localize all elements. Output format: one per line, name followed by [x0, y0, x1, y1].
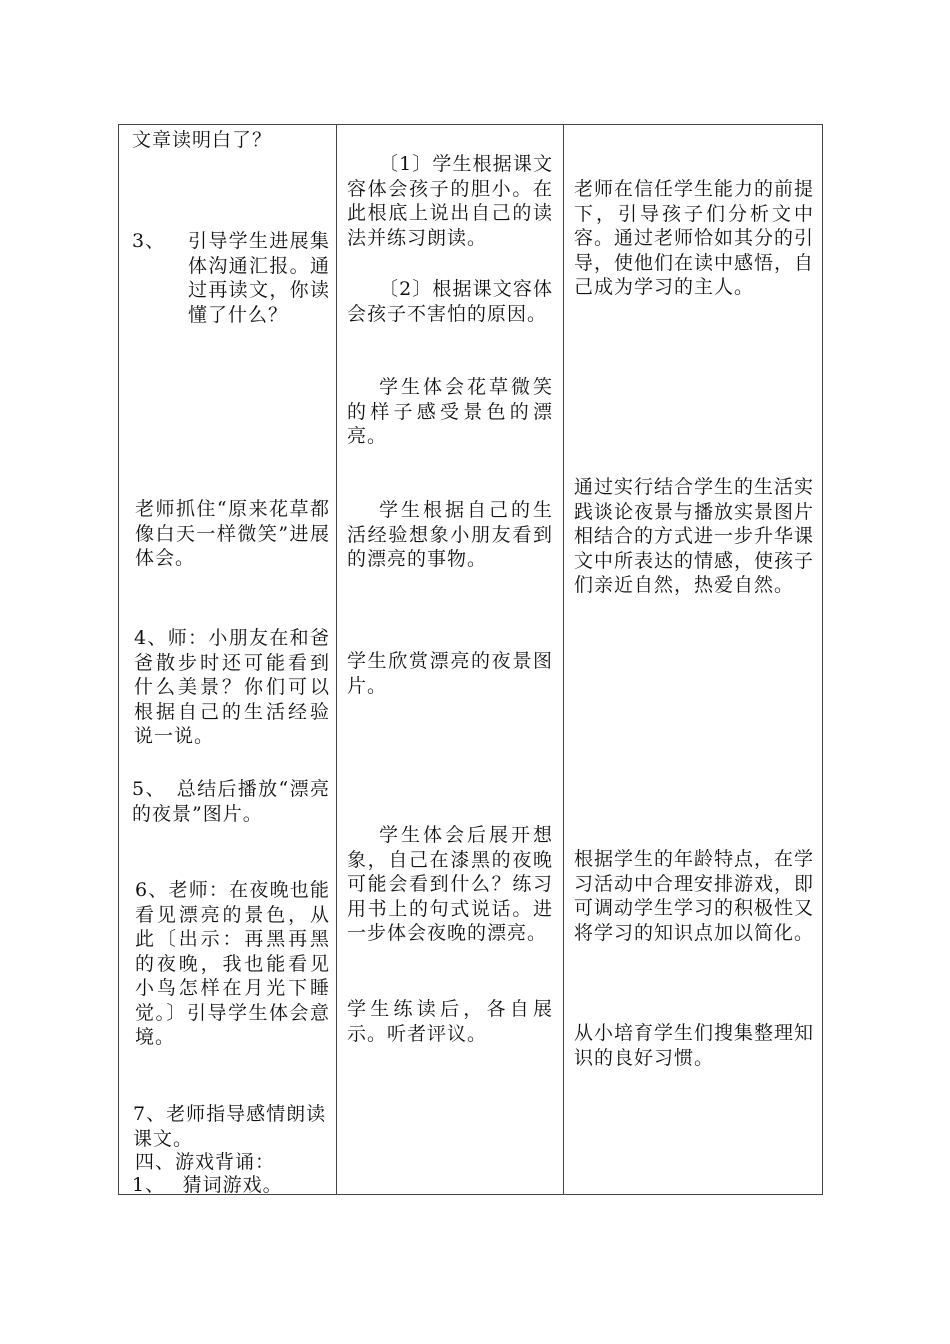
col2-text: 学生根据自己的生活经验想象小朋友看到的漂亮的事物。: [347, 499, 553, 570]
col2-text: 学生练读后，各自展示。听者评议。: [347, 998, 553, 1045]
lesson-plan-table: [118, 124, 823, 1195]
col2-text: 学生欣赏漂亮的夜景图片。: [347, 650, 553, 697]
col1-text: 1、 猜词游戏。: [132, 1174, 283, 1196]
col3-text: 根据学生的年龄特点，在学习活动中合理安排游戏，即可调动学生学习的积极性又将学习的知识点加以简化。: [574, 848, 815, 944]
col1-text: 四、游戏背诵：: [135, 1151, 276, 1173]
col2-text: 〔2〕根据课文容体会孩子不害怕的原因。: [347, 278, 553, 325]
col3-text: 从小培育学生们搜集整理知识的良好习惯。: [574, 1022, 815, 1069]
col3-text: 通过实行结合学生的生活实践谈论夜景与播放实景图片相结合的方式进一步升华课文中所表达的情感，使孩子们亲近自然，热爱自然。: [574, 476, 815, 596]
col1-text: 7、老师指导感情朗读课文。: [133, 1103, 327, 1150]
col1-text: 5、 总结后播放“漂亮的夜景”图片。: [132, 778, 330, 825]
column-divider: [336, 125, 337, 1194]
col1-text: 文章读明白了？: [132, 129, 273, 151]
col1-text: 老师抓住“原来花草都像白天一样微笑”进展体会。: [135, 498, 330, 569]
col3-text: 老师在信任学生能力的前提下，引导孩子们分析文中容。通过老师恰如其分的引导，使他们在读中感悟，自己成为学习的主人。: [574, 178, 815, 298]
column-divider: [563, 125, 564, 1194]
col1-text: 4、师：小朋友在和爸爸散步时还可能看到什么美景？你们可以根据自己的生活经验说一说。: [134, 627, 330, 747]
col1-text: 引导学生进展集体沟通汇报。通过再读文，你读懂了什么？: [188, 230, 330, 326]
col2-text: 〔1〕学生根据课文容体会孩子的胆小。在此根底上说出自己的读法并练习朗读。: [347, 153, 553, 249]
col2-text: 学生体会花草微笑的样子感受景色的漂亮。: [347, 376, 553, 447]
col1-text: 6、老师：在夜晚也能看见漂亮的景色，从此〔出示：再黑再黑的夜晚，我也能看见小鸟怎样在月光下睡觉。〕引导学生体会意境。: [135, 879, 330, 1048]
step-number: 3、: [132, 230, 166, 252]
col2-text: 学生体会后展开想象，自己在漆黑的夜晚可能会看到什么？练习用书上的句式说话。进一步体会夜晚的漂亮。: [347, 824, 553, 944]
